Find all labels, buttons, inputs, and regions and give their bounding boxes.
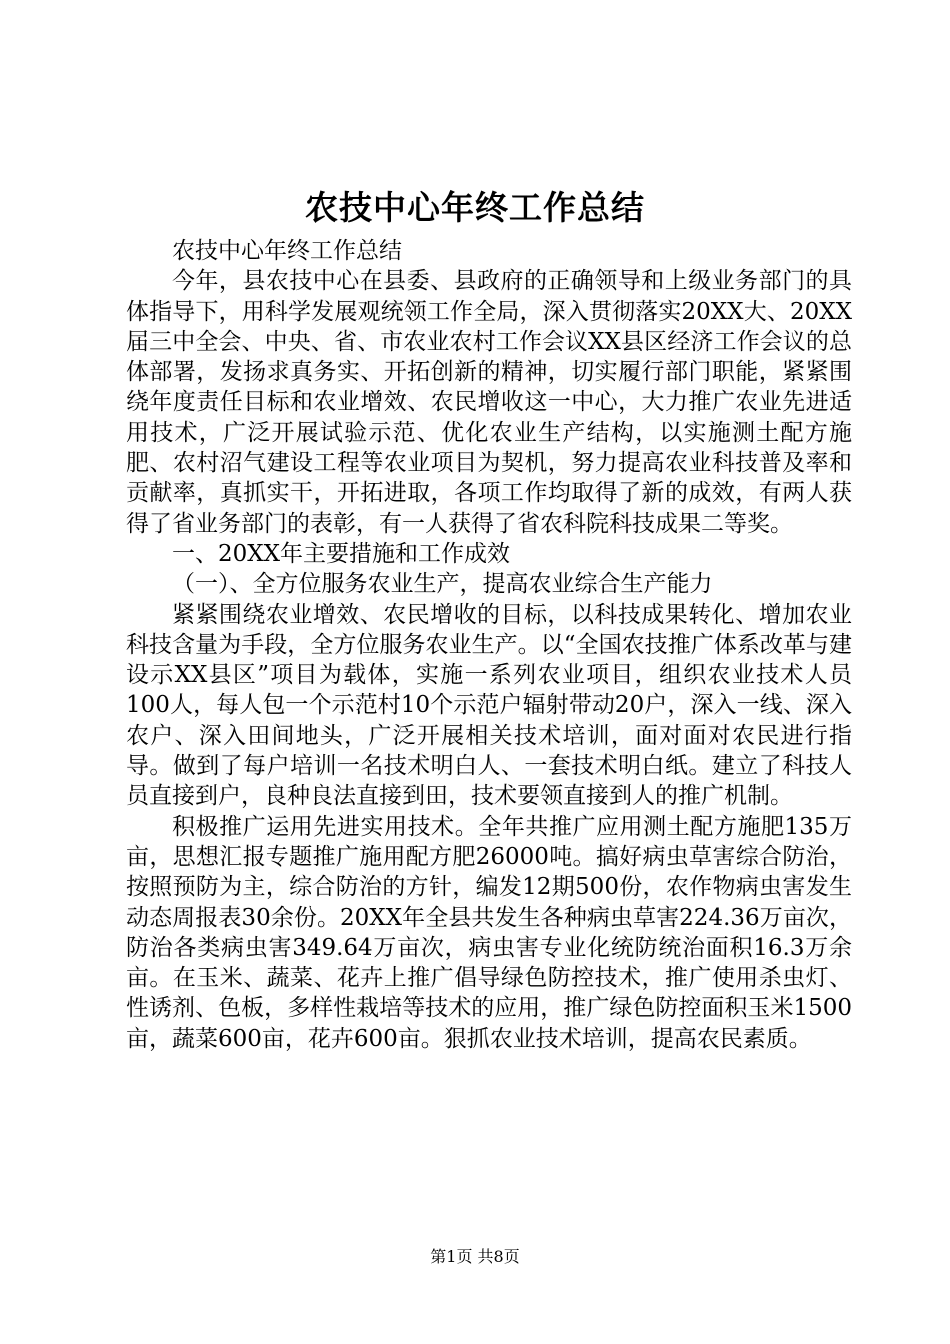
- section-heading: 一、20XX年主要措施和工作成效: [172, 540, 511, 567]
- subsection-heading: （一）、全方位服务农业生产，提高农业综合生产能力: [172, 571, 713, 598]
- page-footer: 第1页 共8页: [430, 1247, 520, 1266]
- paragraph-subtitle: 农技中心年终工作总结: [172, 238, 402, 264]
- document-body: [126, 236, 852, 1054]
- paragraph-service: 紧紧围绕农业增效、农民增收的目标，以科技成果转化、增加农业科技含量为手段，全方位服务农业生产。以“全国农技推广体系改革与建设示XX县区”项目为载体，实施一系列农业项目，组织农业技术人员100人，每人包一个示范村10个示范户辐射带动20户，深入一线、深入农户、深入田间地头，广泛开展相关技术培训，面对面对农民进行指导。做到了每户培训一名技术明白人、一套技术明白纸。建立了科技人员直接到户，良种良法直接到田，技术要领直接到人的推广机制。: [126, 601, 852, 810]
- paragraph-technology: 积极推广运用先进实用技术。全年共推广应用测土配方施肥135万亩，思想汇报专题推广施用配方肥26000吨。搞好病虫草害综合防治，按照预防为主，综合防治的方针，编发12期500份，农作物病虫害发生动态周报表30余份。20XX年全县共发生各种病虫草害224.36万亩次，防治各类病虫害349.64万亩次，病虫害专业化统防统治面积16.3万余亩。在玉米、蔬菜、花卉上推广倡导绿色防控技术，推广使用杀虫灯、性诱剂、色板，多样性栽培等技术的应用，推广绿色防控面积玉米1500亩，蔬菜600亩，花卉600亩。狠抓农业技术培训，提高农民素质。: [126, 813, 852, 1052]
- document-title: 农技中心年终工作总结: [305, 188, 645, 227]
- paragraph-intro: 今年，县农技中心在县委、县政府的正确领导和上级业务部门的具体指导下，用科学发展观统领工作全局，深入贯彻落实20XX大、20XX届三中全会、中央、省、市农业农村工作会议XX县区经济工作会议的总体部署，发扬求真务实、开拓创新的精神，切实履行部门职能，紧紧围绕年度责任目标和农业增效、农民增收这一中心，大力推广农业先进适用技术，广泛开展试验示范、优化农业生产结构，以实施测土配方施肥、农村沼气建设工程等农业项目为契机，努力提高农业科技普及率和贡献率，真抓实干，开拓进取，各项工作均取得了新的成效，有两人获得了省业务部门的表彰，有一人获得了省农科院科技成果二等奖。: [126, 268, 852, 537]
